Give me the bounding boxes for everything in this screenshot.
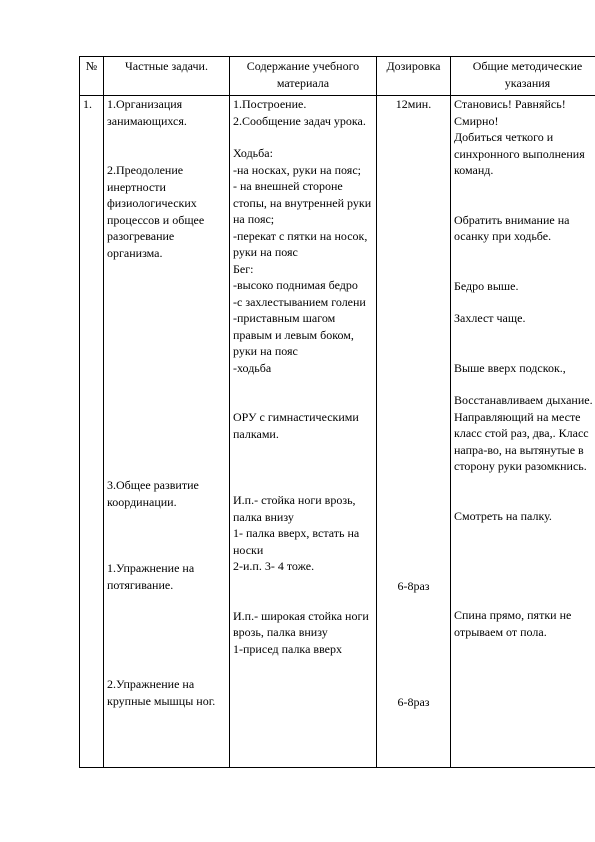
row-number: 1. — [80, 96, 104, 768]
task-leg-muscles: 2.Упражнение на крупные мышцы ног. — [107, 677, 216, 708]
note-kick: Захлест чаще. — [454, 311, 526, 325]
header-tasks: Частные задачи. — [104, 57, 230, 96]
content-exercise-2: И.п.- широкая стойка ноги врозь, палка внизу 1-присед палка вверх — [233, 608, 369, 656]
table-header-row — [80, 57, 595, 96]
header-notes: Общие методические указания — [451, 57, 595, 96]
lesson-plan-table — [79, 56, 595, 768]
note-back-straight: Спина прямо, пятки не отрываем от пола. — [454, 608, 572, 639]
header-content: Содержание учебного материала — [230, 57, 377, 96]
tasks-cell — [104, 96, 230, 768]
content-exercise-1: И.п.- стойка ноги врозь, палка внизу 1- палка вверх, встать на носки 2-и.п. 3- 4 тоже. — [233, 493, 360, 573]
dosage-exercise-2: 6-8раз — [397, 695, 430, 709]
header-dosage: Дозировка — [377, 57, 451, 96]
table-row — [80, 96, 595, 768]
note-jump: Выше вверх подскок., — [454, 360, 566, 375]
note-breathing: Восстанавливаем дыхание. Направляющий на месте класс стой раз, два,. Класс напра-во, на вытянутые в сторону руки разомкнись. — [454, 393, 593, 473]
note-thigh: Бедро выше. — [454, 278, 519, 293]
content-cell — [230, 96, 377, 768]
task-organization: 1.Организация занимающихся. — [107, 97, 187, 128]
task-warmup: 2.Преодоление инертности физиологических процессов и общее разогревание организма. — [107, 163, 205, 260]
header-number: № — [80, 57, 104, 96]
content-oru: ОРУ с гимнастическими палками. — [233, 410, 359, 441]
dosage-intro: 12мин. — [395, 97, 432, 111]
task-coordination: 3.Общее развитие координации. — [107, 478, 199, 509]
note-posture: Обратить внимание на осанку при ходьбе. — [454, 212, 570, 243]
content-walking-running: Ходьба: -на носках, руки на пояс; - на внешней стороне стопы, на внутренней руки на пояс; -перекат с пятки на носок, руки на пояс Бег: -высоко поднимая бедро -с захлестыванием голени -приставным шагом правым и левым боком, руки на пояс -ходьба — [233, 146, 372, 375]
note-commands: Становись! Равняйсь! Смирно! Добиться четкого и синхронного выполнения команд. — [454, 97, 585, 177]
content-organization: 1.Построение. 2.Сообщение задач урока. — [233, 97, 366, 128]
dosage-exercise-1: 6-8раз — [397, 578, 430, 593]
dosage-cell — [377, 96, 451, 768]
note-watch-stick: Смотреть на палку. — [454, 508, 552, 523]
task-stretching: 1.Упражнение на потягивание. — [107, 561, 195, 592]
notes-cell — [451, 96, 595, 768]
